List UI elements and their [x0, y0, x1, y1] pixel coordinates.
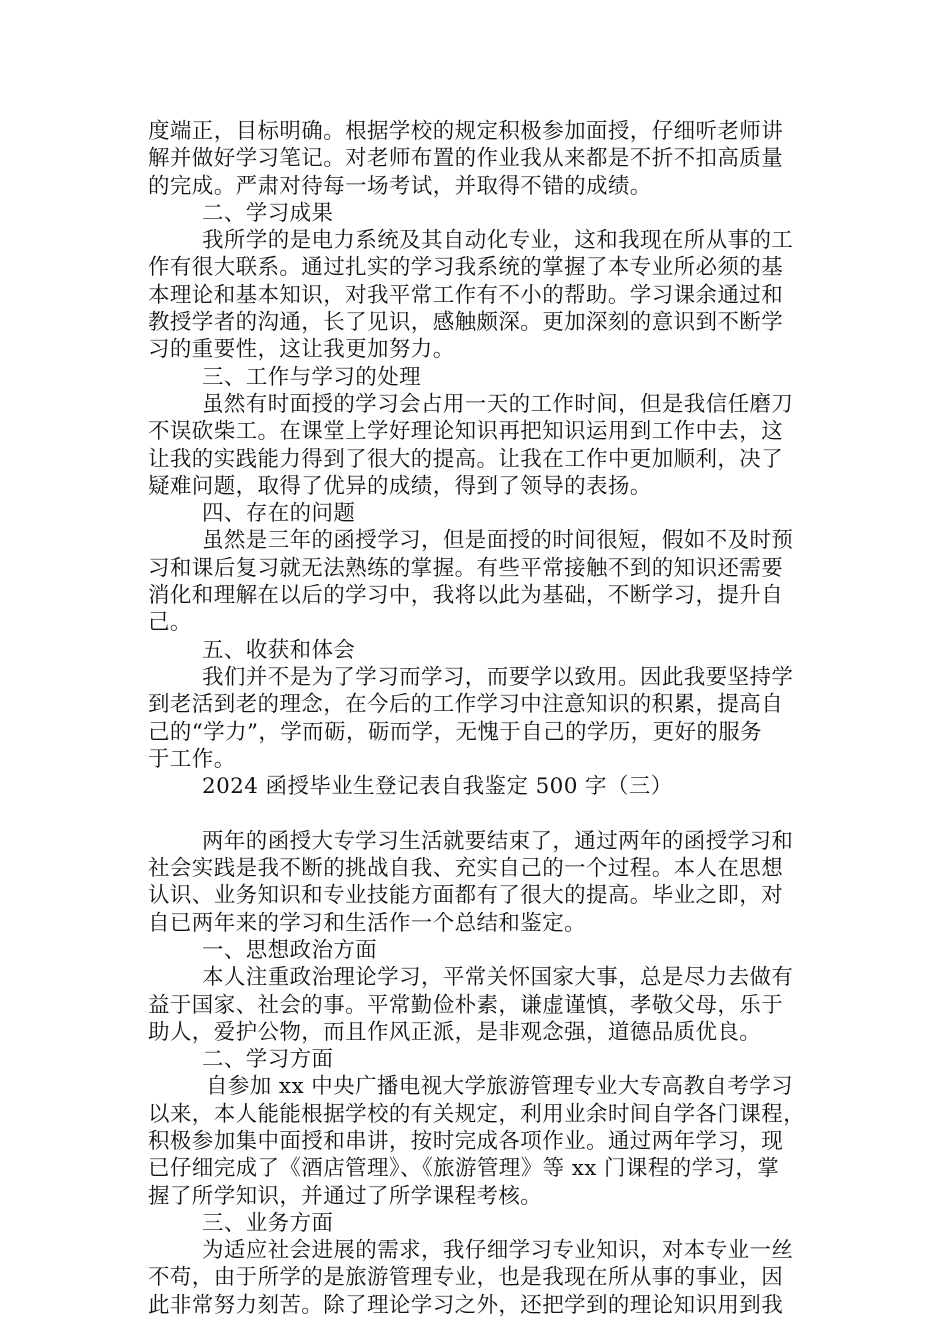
body-line: 到老活到老的理念，在今后的工作学习中注意知识的积累，提高自 [148, 692, 784, 718]
paragraph-first-line: 我们并不是为了学习而学习，而要学以致用。因此我要坚持学 [202, 664, 794, 690]
body-line: 此非常努力刻苦。除了理论学习之外，还把学到的理论知识用到我 [148, 1292, 784, 1318]
body-line: 的完成。严肃对待每一场考试，并取得不错的成绩。 [148, 173, 652, 199]
paragraph-first-line: 本人注重政治理论学习，平常关怀国家大事，总是尽力去做有 [202, 965, 794, 991]
body-line: 让我的实践能力得到了很大的提高。让我在工作中更加顺利，决了 [148, 446, 784, 472]
document-subtitle: 2024 函授毕业生登记表自我鉴定 500 字（三） [202, 774, 673, 800]
body-line: 解并做好学习笔记。对老师布置的作业我从来都是不折不扣高质量 [148, 146, 784, 172]
body-line: 习和课后复习就无法熟练的掌握。有些平常接触不到的知识还需要 [148, 555, 784, 581]
paragraph-first-line: 两年的函授大专学习生活就要结束了，通过两年的函授学习和 [202, 828, 794, 854]
body-line: 益于国家、社会的事。平常勤俭朴素，谦虚谨慎，孝敬父母，乐于 [148, 992, 784, 1018]
section-heading-gains: 五、收获和体会 [202, 637, 356, 663]
body-line: 于工作。 [148, 746, 236, 772]
body-line: 疑难问题，取得了优异的成绩，得到了领导的表扬。 [148, 473, 652, 499]
paragraph-first-line: 为适应社会进展的需求，我仔细学习专业知识，对本专业一丝 [202, 1238, 794, 1264]
body-line: 己。 [148, 610, 192, 636]
blank-line [148, 800, 806, 827]
section-heading-learning-results: 二、学习成果 [202, 200, 334, 226]
document-body [148, 118, 806, 1319]
section-heading-existing-problems: 四、存在的问题 [202, 501, 356, 527]
body-line: 习的重要性，这让我更加努力。 [148, 337, 455, 363]
body-line: 己的“学力”，学而砺，砺而学，无愧于自己的学历，更好的服务 [148, 719, 763, 745]
section-heading-study: 二、学习方面 [202, 1047, 334, 1073]
section-heading-work-and-study: 三、工作与学习的处理 [202, 364, 422, 390]
body-line: 认识、业务知识和专业技能方面都有了很大的提高。毕业之即，对 [148, 883, 784, 909]
body-line: 消化和理解在以后的学习中，我将以此为基础，不断学习，提升自 [148, 583, 784, 609]
body-line: 社会实践是我不断的挑战自我、充实自己的一个过程。本人在思想 [148, 856, 784, 882]
section-heading-business: 三、业务方面 [202, 1210, 334, 1236]
paragraph-first-line: 虽然有时面授的学习会占用一天的工作时间，但是我信任磨刀 [202, 391, 794, 417]
body-line: 教授学者的沟通，长了见识，感触颇深。更加深刻的意识到不断学 [148, 310, 784, 336]
paragraph-first-line: 我所学的是电力系统及其自动化专业，这和我现在所从事的工 [202, 228, 794, 254]
body-line: 握了所学知识，并通过了所学课程考核。 [148, 1183, 543, 1209]
body-line: 作有很大联系。通过扎实的学习我系统的掌握了本专业所必须的基 [148, 255, 784, 281]
body-line: 自已两年来的学习和生活作一个总结和鉴定。 [148, 910, 587, 936]
paragraph-first-line: 自参加 xx 中央广播电视大学旅游管理专业大专高教自考学习 [206, 1074, 794, 1100]
body-line: 本理论和基本知识，对我平常工作有不小的帮助。学习课余通过和 [148, 282, 784, 308]
body-line: 积极参加集中面授和串讲，按时完成各项作业。通过两年学习，现 [148, 1128, 784, 1154]
paragraph-first-line: 虽然是三年的函授学习，但是面授的时间很短，假如不及时预 [202, 528, 794, 554]
body-line: 已仔细完成了《酒店管理》、《旅游管理》等 xx 门课程的学习，掌 [148, 1156, 780, 1182]
body-line: 助人，爱护公物，而且作风正派，是非观念强，道德品质优良。 [148, 1019, 762, 1045]
body-line: 以来，本人能能根据学校的有关规定，利用业余时间自学各门课程， [148, 1101, 806, 1127]
section-heading-political: 一、思想政治方面 [202, 937, 378, 963]
body-line: 不误砍柴工。在课堂上学好理论知识再把知识运用到工作中去，这 [148, 419, 784, 445]
body-line: 不苟，由于所学的是旅游管理专业，也是我现在所从事的事业，因 [148, 1265, 784, 1291]
body-line: 度端正，目标明确。根据学校的规定积极参加面授，仔细听老师讲 [148, 119, 784, 144]
